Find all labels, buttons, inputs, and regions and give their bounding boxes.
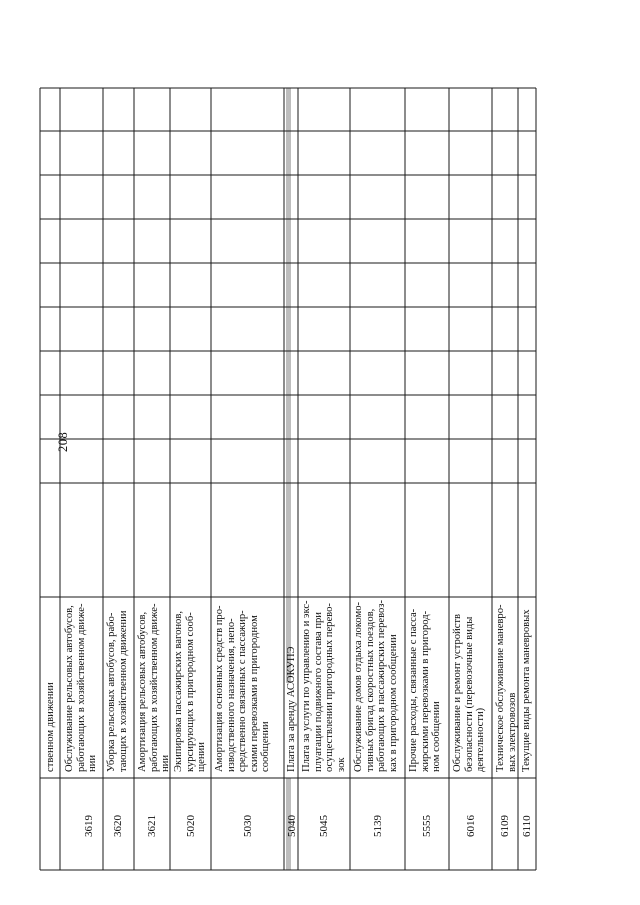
row-text-continuation: ственном движении: [45, 682, 56, 772]
row-code-3621: 3621: [146, 815, 158, 837]
row-code-5030: 5030: [242, 815, 254, 837]
row-text-5555: Прочие расходы, связанные с пасса- жирскими перевозками в пригород- ном сообщении: [408, 608, 443, 772]
row-text-5040: Плата за аренду АСОКУПЭ: [286, 646, 297, 772]
row-text-3620: Уборка рельсовых автобусов, рабо- тающих в хозяйственном движении: [106, 610, 129, 772]
row-text-5020: Экипировка пассажирских вагонов, курсирующих в пригородном сооб- щении: [173, 611, 208, 772]
row-code-6109: 6109: [499, 815, 511, 837]
row-code-5040: 5040: [286, 815, 298, 837]
row-text-3619: Обслуживание рельсовых автобусов, работающих в хозяйственном движе- нии: [64, 603, 99, 772]
row-text-5045: Плата за услуги по управлению и экс- плуатации подвижного состава при осуществлении пригородных перево- зок: [301, 600, 347, 772]
row-text-5139: Обслуживание домов отдыха локомо- тивных бригад скоростных поездов, работающих в пассажирских перевоз- ках в пригородном сообщении: [353, 599, 399, 772]
row-code-3620: 3620: [112, 815, 124, 837]
row-text-6110: Текущие виды ремонта маневровых: [521, 609, 532, 772]
row-code-5020: 5020: [185, 815, 197, 837]
row-text-3621: Амортизация рельсовых автобусов, работающих в хозяйственном движе- нии: [137, 603, 172, 772]
row-text-6109: Техническое обслуживание маневро- вых электровозов: [495, 604, 518, 772]
row-code-5139: 5139: [372, 815, 384, 837]
row-code-3619: 3619: [83, 815, 95, 837]
row-text-6016: Обслуживание и ремонт устройств безопасности (перевозочные виды деятельности): [452, 613, 487, 772]
row-text-5030: Амортизация основных средств про- изводственного назначения, непо- средственно связанных с пассажир- скими перевозками в пригородном сообщении: [214, 605, 272, 772]
row-code-5555: 5555: [421, 815, 433, 837]
page-number: 208: [56, 431, 70, 452]
row-code-6110: 6110: [521, 815, 533, 837]
row-code-5045: 5045: [318, 815, 330, 837]
row-code-6016: 6016: [465, 815, 477, 837]
